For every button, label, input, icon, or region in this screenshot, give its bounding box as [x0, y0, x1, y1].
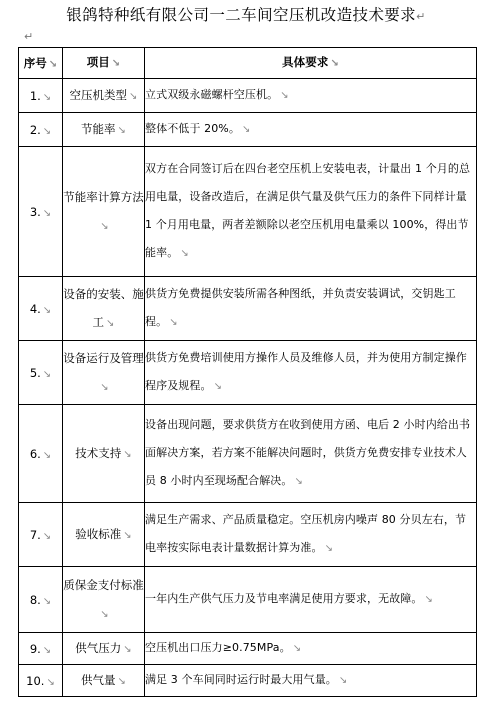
row-no: [19, 113, 63, 147]
cell-end-mark: ↘: [42, 449, 52, 461]
cell-end-mark: ↘: [42, 368, 52, 380]
requirements-table: [18, 47, 477, 697]
cell-end-mark: ↘: [280, 90, 289, 101]
document-title: [0, 4, 492, 28]
header-no-label: 序号: [23, 56, 47, 70]
row-no: [19, 665, 63, 697]
row-no: [19, 341, 63, 405]
cell-end-mark: ↘: [338, 675, 348, 686]
row-no-text: 9.: [29, 641, 41, 656]
row-item: [63, 277, 145, 341]
row-item-text: 供气压力: [75, 640, 122, 655]
row-req: [145, 633, 477, 665]
cell-end-mark: ↘: [106, 317, 115, 329]
row-no-text: 2.: [29, 122, 41, 137]
row-req-text: 供货方免费提供安装所需各种图纸，并负责安装调试，交钥匙工程。: [145, 287, 456, 328]
cell-end-mark: ↘: [42, 530, 52, 542]
row-no-text: 8.: [29, 592, 41, 607]
cell-end-mark: ↘: [48, 59, 58, 70]
row-req-text: 满足生产需求、产品质量稳定。空压机房内噪声 80 分贝左右，节电率按实际电表计量数据计算为准。: [145, 513, 467, 554]
row-req: [145, 113, 477, 147]
row-req: [145, 341, 477, 405]
cell-end-mark: ↘: [42, 304, 52, 316]
row-no-text: 5.: [29, 365, 41, 380]
row-no-text: 3.: [29, 204, 41, 219]
row-no-text: 4.: [29, 301, 41, 316]
row-req: [145, 147, 477, 277]
row-no: [19, 79, 63, 113]
row-no: [19, 567, 63, 633]
cell-end-mark: ↘: [330, 58, 339, 69]
row-item-text: 节能率: [81, 121, 116, 136]
cell-end-mark: ↘: [123, 448, 132, 460]
table-row: [19, 405, 477, 503]
cell-end-mark: ↘: [180, 248, 189, 259]
row-req-text: 整体不低于 20%。: [145, 122, 240, 135]
row-item: [63, 113, 145, 147]
row-no: [19, 405, 63, 503]
table-row: [19, 665, 477, 697]
row-item: [63, 567, 145, 633]
row-item: [63, 405, 145, 503]
row-item: [63, 341, 145, 405]
table-row: [19, 341, 477, 405]
header-req: [145, 48, 477, 79]
cell-end-mark: ↘: [100, 220, 109, 232]
row-item: [63, 503, 145, 567]
row-req-text: 设备出现问题，要求供货方在收到使用方函、电后 2 小时内给出书面解决方案，若方案不能解决问题时，供货方免费安排专业技术人员 8 小时内至现场配合解决。: [145, 418, 471, 487]
title-text: 银鸽特种纸有限公司一二车间空压机改造技术要求: [66, 6, 417, 24]
row-req-text: 供货方免费培训使用方操作人员及维修人员，并为使用方制定操作程序及规程。: [145, 351, 467, 392]
cell-end-mark: ↘: [42, 644, 52, 656]
row-item-text: 设备的安装、施工: [63, 286, 144, 329]
row-req-text: 立式双级永磁螺杆空压机。: [145, 88, 279, 101]
table-header-row: [19, 48, 477, 79]
table-row: [19, 567, 477, 633]
row-no-text: 1.: [29, 88, 41, 103]
table-row: [19, 277, 477, 341]
row-req: [145, 277, 477, 341]
cell-end-mark: ↘: [213, 381, 223, 392]
row-no: [19, 277, 63, 341]
row-no-text: 6.: [29, 446, 41, 461]
cell-end-mark: ↘: [42, 91, 52, 103]
cell-end-mark: ↘: [241, 124, 251, 135]
row-no: [19, 147, 63, 277]
cell-end-mark: ↘: [42, 595, 52, 607]
cell-end-mark: ↘: [42, 125, 52, 137]
row-req: [145, 567, 477, 633]
row-item-text: 质保金支付标准: [63, 577, 144, 592]
row-req: [145, 503, 477, 567]
row-item-text: 技术支持: [75, 445, 122, 460]
table-row: [19, 503, 477, 567]
table-row: [19, 79, 477, 113]
row-req: [145, 79, 477, 113]
cell-end-mark: ↘: [111, 58, 121, 69]
paragraph-mark: ↵: [24, 30, 34, 43]
cell-end-mark: ↘: [294, 476, 303, 487]
row-req: [145, 665, 477, 697]
row-item-text: 设备运行及管理: [63, 350, 144, 365]
cell-end-mark: ↘: [46, 676, 55, 688]
cell-end-mark: ↘: [424, 594, 433, 605]
cell-end-mark: ↘: [292, 643, 302, 654]
cell-end-mark: ↘: [100, 381, 109, 393]
row-req-text: 一年内生产供气压力及节电率满足使用方要求，无故障。: [145, 592, 423, 605]
table-row: [19, 113, 477, 147]
row-item-text: 节能率计算方法: [63, 189, 144, 204]
row-item-text: 验收标准: [75, 526, 122, 541]
row-item-text: 供气量: [81, 672, 116, 687]
cell-end-mark: ↘: [117, 675, 126, 687]
table-row: [19, 633, 477, 665]
row-item: [63, 147, 145, 277]
row-req-text: 双方在合同签订后在四台老空压机上安装电表，计量出 1 个月的总用电量，设备改造后，在满足供气量及供气压力的条件下同样计量 1 个月用电量，两者差额除以老空压机用电量乘以 100%，得出节能率。: [145, 162, 471, 259]
cell-end-mark: ↘: [123, 643, 132, 655]
cell-end-mark: ↘: [129, 90, 138, 102]
row-no-text: 7.: [29, 527, 41, 542]
cell-end-mark: ↘: [42, 207, 52, 219]
cell-end-mark: ↘: [324, 543, 334, 554]
row-no-text: 10.: [26, 673, 45, 688]
row-no: [19, 503, 63, 567]
row-req-text: 满足 3 个车间同时运行时最大用气量。: [145, 673, 337, 686]
row-req: [145, 405, 477, 503]
table-row: [19, 147, 477, 277]
cell-end-mark: ↘: [117, 124, 126, 136]
row-req-text: 空压机出口压力≥0.75MPa。: [145, 641, 291, 654]
row-item: [63, 665, 145, 697]
row-no: [19, 633, 63, 665]
header-req-label: 具体要求: [282, 55, 329, 69]
row-item-text: 空压机类型: [69, 87, 128, 102]
header-item: [63, 48, 145, 79]
header-no: [19, 48, 63, 79]
row-item: [63, 79, 145, 113]
row-item: [63, 633, 145, 665]
cell-end-mark: ↘: [100, 608, 109, 620]
cell-end-mark: ↘: [169, 317, 178, 328]
paragraph-mark: ↵: [416, 10, 426, 23]
header-item-label: 项目: [86, 55, 110, 69]
cell-end-mark: ↘: [123, 529, 132, 541]
